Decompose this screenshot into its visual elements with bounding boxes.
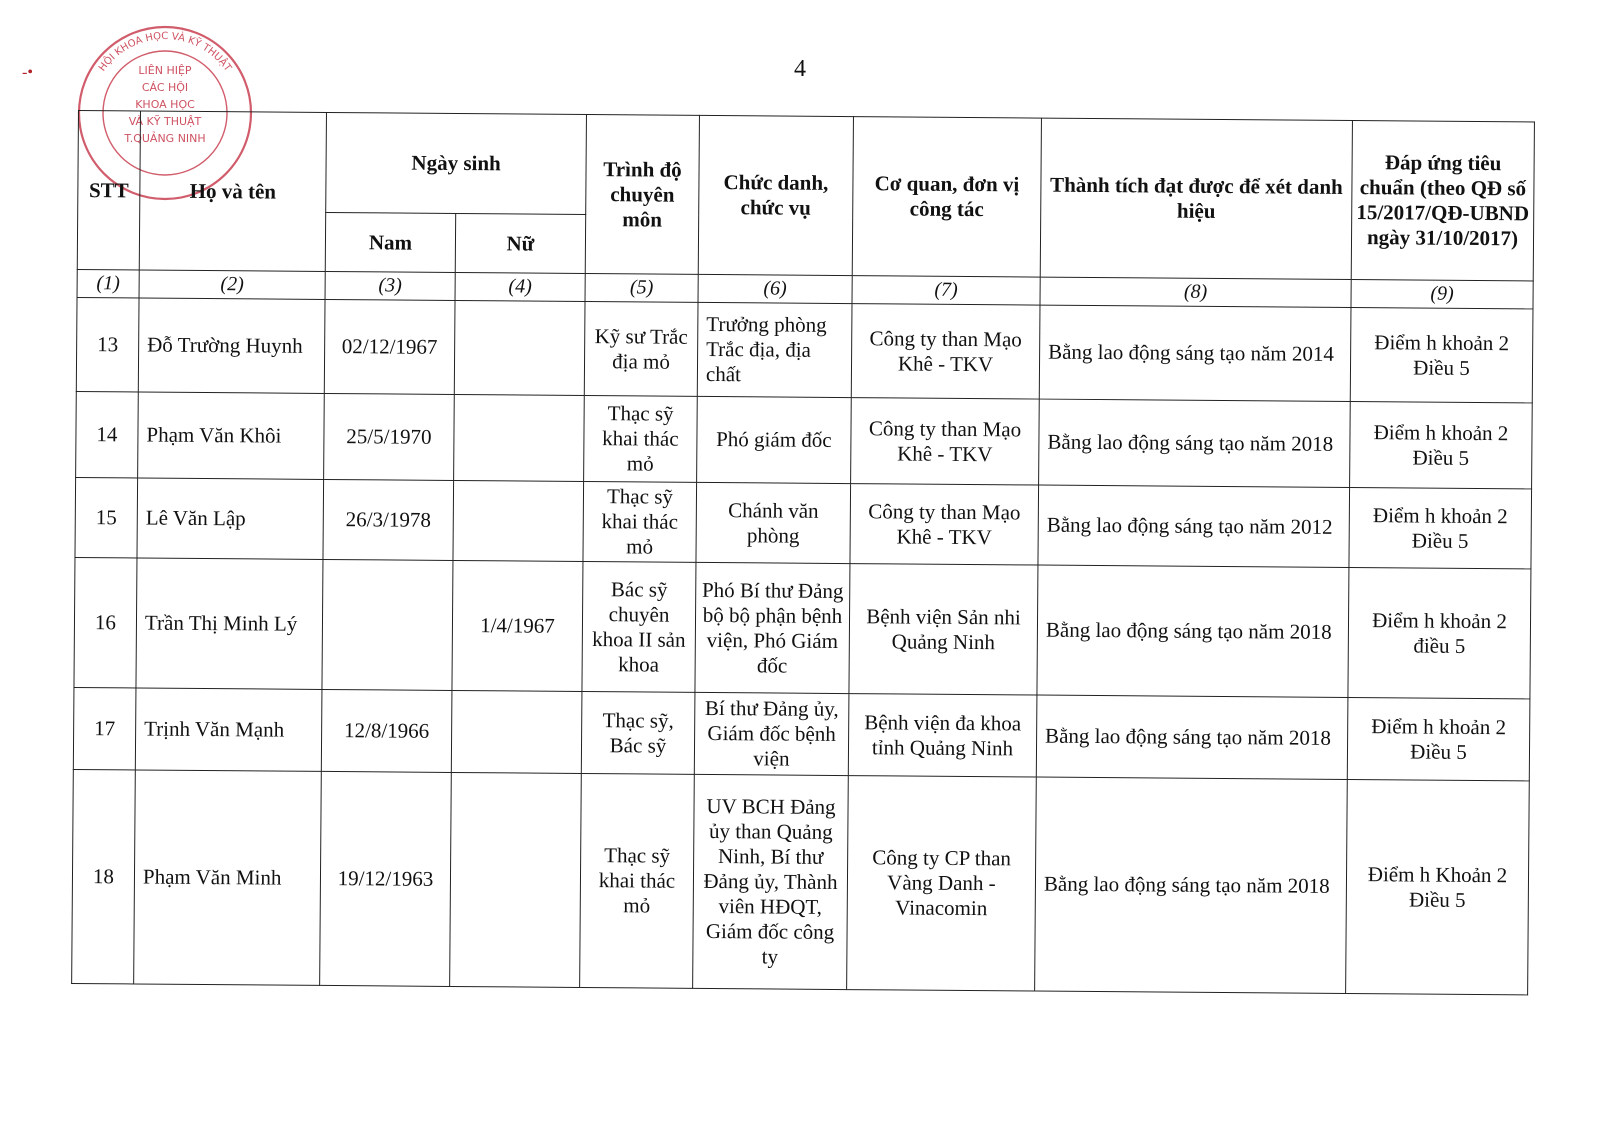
column-index: (3): [325, 271, 455, 300]
svg-text:VÀ KỸ THUẬT: VÀ KỸ THUẬT: [128, 115, 202, 128]
cell-achievement: Bằng lao động sáng tạo năm 2018: [1035, 777, 1348, 993]
cell-stt: 14: [76, 391, 139, 477]
cell-workplace: Bệnh viện Sản nhi Quảng Ninh: [849, 564, 1038, 695]
cell-birth-male: 25/5/1970: [324, 393, 455, 480]
cell-position: Trưởng phòng Trắc địa, địa chất: [697, 302, 852, 397]
header-stt: STT: [77, 111, 140, 270]
header-position: Chức danh, chức vụ: [698, 115, 853, 275]
cell-birth-female: [454, 394, 585, 481]
table-row: [74, 557, 1531, 698]
cell-achievement: Bằng lao động sáng tạo năm 2018: [1039, 399, 1351, 487]
cell-name: Phạm Văn Khôi: [138, 392, 325, 479]
cell-stt: 16: [74, 557, 137, 687]
cell-criteria: Điểm h khoản 2 Điều 5: [1349, 487, 1532, 568]
cell-workplace: Công ty than Mạo Khê - TKV: [851, 304, 1040, 399]
column-index: (8): [1040, 277, 1351, 307]
cell-criteria: Điểm h Khoản 2 Điều 5: [1346, 779, 1530, 994]
cell-position: Phó giám đốc: [697, 396, 852, 483]
table-row: [76, 391, 1533, 488]
cell-workplace: Bệnh viện đa khoa tỉnh Quảng Ninh: [848, 694, 1037, 777]
table-row: [76, 297, 1533, 402]
header-workplace: Cơ quan, đơn vị công tác: [852, 117, 1041, 277]
page-number: 4: [794, 56, 806, 82]
header-criteria: Đáp ứng tiêu chuẩn (theo QĐ số 15/2017/QĐ-UBND ngày 31/10/2017): [1351, 121, 1534, 281]
cell-achievement: Bằng lao động sáng tạo năm 2014: [1039, 305, 1351, 401]
cell-name: Trịnh Văn Mạnh: [135, 688, 322, 771]
cell-criteria: Điểm h khoản 2 Điều 5: [1350, 308, 1533, 403]
table-row: [72, 769, 1530, 994]
column-index: (7): [852, 276, 1040, 305]
cell-workplace: Công ty CP than Vàng Danh - Vinacomin: [847, 776, 1037, 991]
cell-birth-female: 1/4/1967: [452, 560, 583, 691]
cell-degree: Bác sỹ chuyên khoa II sản khoa: [582, 561, 696, 692]
svg-text:LIÊN HIỆP: LIÊN HIỆP: [138, 64, 192, 77]
cell-birth-female: [454, 300, 585, 395]
column-index: (9): [1351, 280, 1533, 309]
cell-degree: Thạc sỹ, Bác sỹ: [581, 691, 695, 774]
header-degree: Trình độ chuyên môn: [585, 114, 699, 274]
cell-birth-male: 12/8/1966: [321, 689, 452, 772]
cell-stt: 18: [72, 769, 136, 983]
cell-criteria: Điểm h khoản 2 Điều 5: [1347, 697, 1530, 780]
header-achievement: Thành tích đạt được để xét danh hiệu: [1040, 118, 1352, 279]
cell-name: Lê Văn Lập: [137, 478, 324, 559]
column-index: (5): [585, 273, 698, 302]
cell-birth-female: [453, 480, 584, 561]
column-index: (1): [77, 269, 139, 297]
cell-position: Phó Bí thư Đảng bộ bộ phận bệnh viện, Phó Giám đốc: [695, 562, 850, 693]
table-row: [73, 687, 1530, 780]
award-table: [71, 110, 1535, 995]
svg-text:HỘI KHOA HỌC VÀ KỸ THUẬT: HỘI KHOA HỌC VÀ KỸ THUẬT: [96, 30, 234, 74]
cell-name: Trần Thị Minh Lý: [136, 558, 323, 689]
cell-workplace: Công ty than Mạo Khê - TKV: [851, 398, 1040, 485]
cell-criteria: Điểm h khoản 2 điều 5: [1348, 567, 1531, 698]
cell-achievement: Bằng lao động sáng tạo năm 2012: [1038, 485, 1350, 567]
cell-achievement: Bằng lao động sáng tạo năm 2018: [1036, 695, 1348, 779]
header-birth: Ngày sinh: [326, 112, 587, 214]
column-index: (2): [139, 270, 325, 299]
column-index: (4): [455, 272, 585, 301]
cell-achievement: Bằng lao động sáng tạo năm 2018: [1037, 565, 1349, 697]
cell-position: Bí thư Đảng ủy, Giám đốc bệnh viện: [694, 692, 849, 775]
table-row: [75, 477, 1532, 568]
cell-name: Đỗ Trường Huynh: [138, 298, 325, 393]
cell-degree: Thạc sỹ khai thác mỏ: [580, 773, 695, 988]
cell-name: Phạm Văn Minh: [134, 770, 322, 985]
cell-position: UV BCH Đảng ủy than Quảng Ninh, Bí thư Đảng ủy, Thành viên HĐQT, Giám đốc công ty: [693, 774, 849, 989]
cell-stt: 17: [73, 687, 136, 769]
cell-birth-female: [450, 772, 582, 987]
stray-mark: -•: [22, 64, 33, 81]
cell-stt: 13: [76, 297, 139, 391]
cell-birth-male: 19/12/1963: [320, 771, 452, 986]
column-index: (6): [698, 274, 852, 303]
cell-workplace: Công ty than Mạo Khê - TKV: [850, 484, 1039, 565]
header-name: Họ và tên: [139, 111, 326, 271]
header-female: Nữ: [455, 213, 585, 273]
header-male: Nam: [325, 212, 455, 272]
svg-text:CÁC HỘI: CÁC HỘI: [141, 81, 189, 94]
cell-degree: Kỹ sư Trắc địa mỏ: [584, 301, 698, 396]
svg-text:T.QUẢNG NINH: T.QUẢNG NINH: [124, 132, 206, 145]
svg-text:KHOA HỌC: KHOA HỌC: [135, 98, 195, 111]
cell-birth-female: [451, 690, 582, 773]
cell-birth-male: 02/12/1967: [324, 299, 455, 394]
cell-stt: 15: [75, 477, 138, 557]
cell-criteria: Điểm h khoản 2 Điều 5: [1350, 402, 1533, 489]
cell-birth-male: [322, 559, 453, 690]
cell-birth-male: 26/3/1978: [323, 479, 454, 560]
cell-degree: Thạc sỹ khai thác mỏ: [583, 481, 697, 562]
cell-degree: Thạc sỹ khai thác mỏ: [584, 395, 698, 482]
cell-position: Chánh văn phòng: [696, 482, 851, 563]
